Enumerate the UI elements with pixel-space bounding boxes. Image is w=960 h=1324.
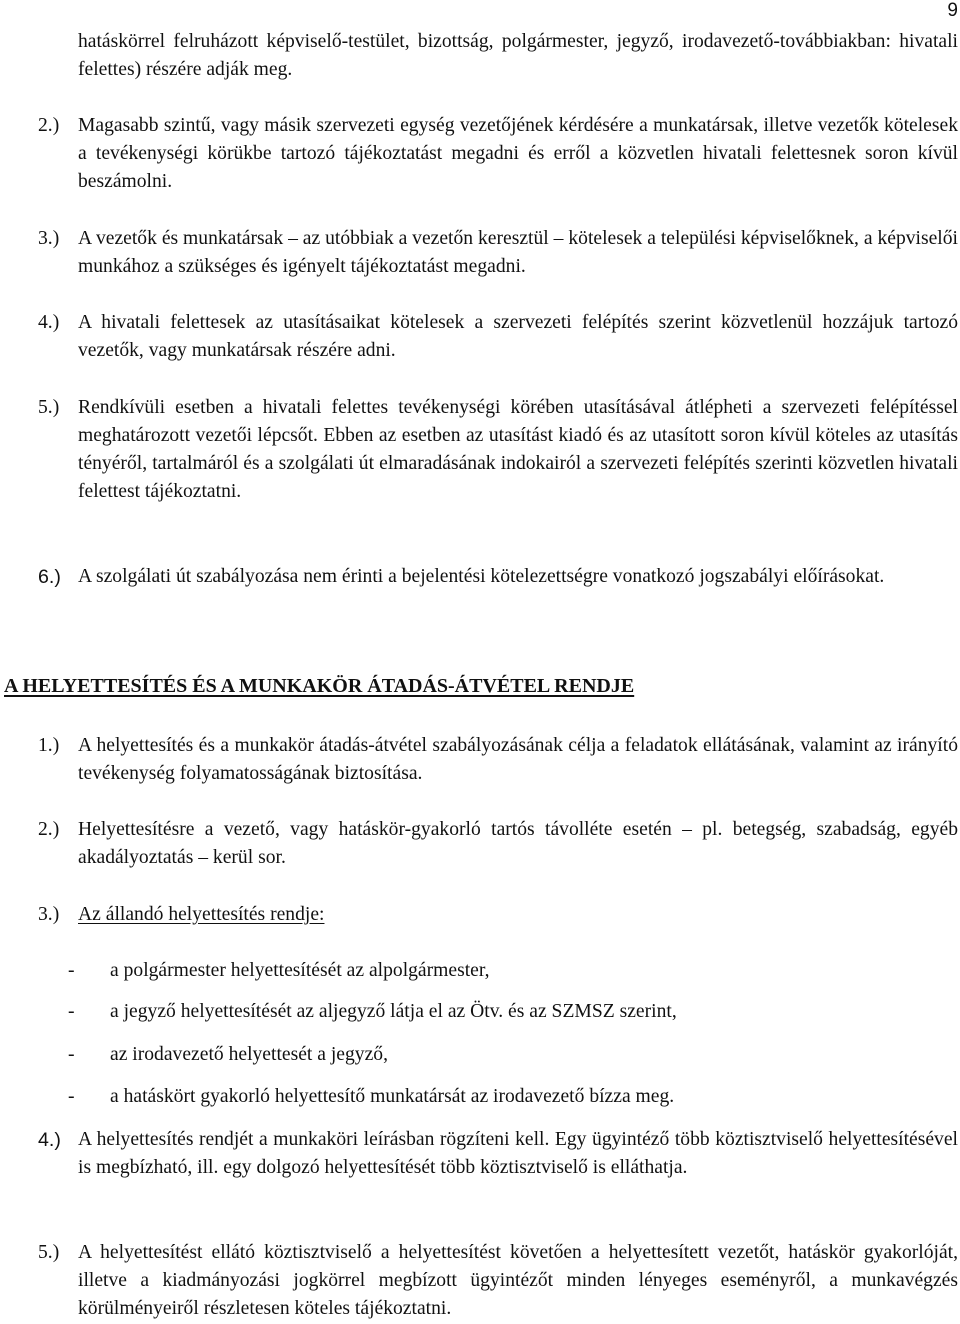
section2-paragraph-5: [38, 1239, 958, 1323]
section2-paragraph-1: [38, 732, 958, 788]
paragraph-5: [38, 394, 958, 506]
paragraph-text: Rendkívüli esetben a hivatali felettes tevékenységi körében utasításával átlépheti a szervezeti felépítéssel meghatározott vezetői lépcsőt. Ebben az esetben az utasítást kiadó és az utasított soron kívül köteles az utasítás tényéről, tartalmáról és a szolgálati út elmaradásának indokairól a szervezeti felépítés szerinti közvetlen hivatali felettest tájékoztatni.: [78, 397, 958, 502]
section2-paragraph-3: [38, 901, 958, 929]
section2-paragraph-2: [38, 816, 958, 872]
dash-bullet: -: [68, 1086, 75, 1107]
paragraph-number: 3.): [38, 228, 60, 249]
paragraph-text: A szolgálati út szabályozása nem érinti a bejelentési kötelezettségre vonatkozó jogszabályi előírásokat.: [78, 566, 885, 587]
section2-paragraph-4: [38, 1126, 958, 1182]
dash-bullet: -: [68, 1044, 75, 1065]
paragraph-number: 1.): [38, 735, 60, 756]
paragraph-text: Helyettesítésre a vezető, vagy hatáskör-gyakorló tartós távolléte esetén – pl. betegség, szabadság, egyéb akadályoztatás – kerül sor.: [78, 819, 958, 868]
paragraph-number: 6.): [38, 566, 61, 588]
paragraph-text: A hivatali felettesek az utasításaikat kötelesek a szervezeti felépítés szerint közvetlenül hozzájuk tartozó vezetők, vagy munkatársak részére adni.: [78, 312, 958, 361]
paragraph-text: A vezetők és munkatársak – az utóbbiak a vezetőn keresztül – kötelesek a települési képviselőknek, a képviselői munkához a szükséges és igényelt tájékoztatást megadni.: [78, 228, 958, 277]
list-item: [68, 1041, 388, 1069]
intro-paragraph: hatáskörrel felruházott képviselő-testület, bizottság, polgármester, jegyző, irodavezető-továbbiakban: hivatali felettes) részére adják meg.: [78, 31, 958, 80]
paragraph-3: [38, 225, 958, 281]
paragraph-4: [38, 309, 958, 365]
list-item-text: az irodavezető helyettesét a jegyző,: [110, 1044, 388, 1065]
list-item: [68, 1083, 674, 1111]
paragraph-number: 2.): [38, 115, 60, 136]
paragraph-6: [38, 563, 958, 591]
paragraph-number: 5.): [38, 1242, 60, 1263]
list-item-text: a hatáskört gyakorló helyettesítő munkatársát az irodavezető bízza meg.: [110, 1086, 675, 1107]
dash-bullet: -: [68, 960, 75, 981]
paragraph-number: 2.): [38, 819, 60, 840]
paragraph-text: A helyettesítés rendjét a munkaköri leírásban rögzíteni kell. Egy ügyintéző több köztisztviselő helyettesítésével is megbízható, ill. egy dolgozó helyettesítését több köztisztviselő is elláthatja.: [78, 1129, 958, 1178]
substitution-subheading: Az állandó helyettesítés rendje:: [78, 904, 325, 925]
paragraph-number: 4.): [38, 312, 60, 333]
section-heading: A HELYETTESÍTÉS ÉS A MUNKAKÖR ÁTADÁS-ÁTVÉTEL RENDJE: [4, 675, 635, 697]
paragraph-text: A helyettesítést ellátó köztisztviselő a helyettesítést követően a helyettesített vezetőt, hatáskör gyakorlóját, illetve a kiadmányozási jogkörrel megbízott ügyintézőt minden lényeges eseményről, a munkavégzés körülményeiről részletesen köteles tájékoztatni.: [78, 1242, 958, 1319]
paragraph-number: 3.): [38, 904, 60, 925]
list-item: [68, 998, 677, 1026]
list-item-text: a polgármester helyettesítését az alpolgármester,: [110, 960, 490, 981]
paragraph-number: 5.): [38, 397, 60, 418]
paragraph-text: Magasabb szintű, vagy másik szervezeti egység vezetőjének kérdésére a munkatársak, illetve vezetők kötelesek a tevékenységi körükbe tartozó tájékoztatást megadni és erről a közvetlen hivatali felettesnek soron kívül beszámolni.: [78, 115, 958, 192]
list-item-text: a jegyző helyettesítését az aljegyző látja el az Ötv. és az SZMSZ szerint,: [110, 1001, 677, 1022]
paragraph-number: 4.): [38, 1129, 61, 1151]
dash-bullet: -: [68, 1001, 75, 1022]
paragraph-text: A helyettesítés és a munkakör átadás-átvétel szabályozásának célja a feladatok ellátásának, valamint az irányító tevékenység folyamatosságának biztosítása.: [78, 735, 958, 784]
list-item: [68, 957, 490, 985]
paragraph-2: [38, 112, 958, 196]
page-number: 9: [947, 0, 958, 21]
